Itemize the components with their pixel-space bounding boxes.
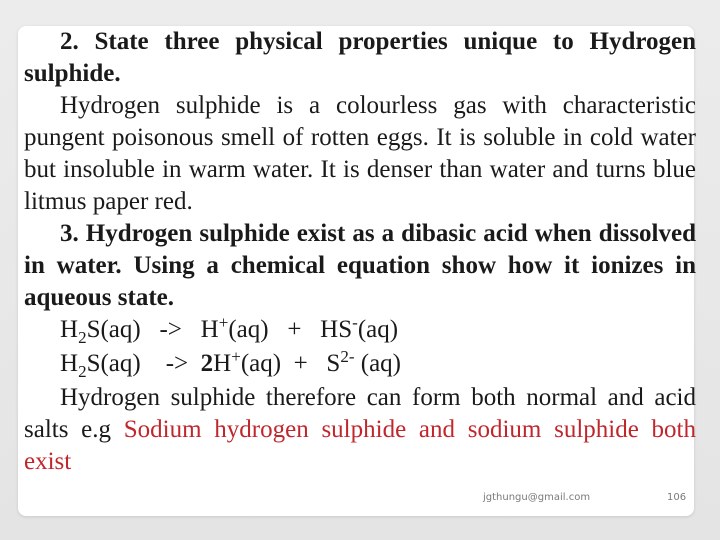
conclusion-highlight: Sodium hydrogen sulphide and sodium sulphide both exist — [24, 416, 696, 475]
eq1-product-1-state: (aq) — [228, 316, 269, 343]
eq1-plus: + — [287, 316, 302, 343]
page-number: 106 — [667, 492, 687, 503]
equation-2 — [24, 348, 696, 382]
eq2-arrow: -> — [165, 350, 189, 377]
slide-content — [24, 26, 696, 478]
eq2-product-1-state: (aq) — [240, 350, 282, 377]
eq2-lhs-subscript: 2 — [78, 361, 87, 381]
eq2-product-1-charge: + — [231, 346, 241, 366]
eq1-lhs-subscript: 2 — [78, 327, 87, 347]
eq2-product-2-state: (aq) — [360, 350, 401, 377]
eq1-product-2-charge: - — [352, 312, 358, 332]
eq2-lhs-h: H — [60, 350, 79, 377]
eq2-lhs-rest: S(aq) — [86, 350, 141, 377]
eq1-arrow: -> — [159, 316, 182, 343]
eq1-product-1-charge: + — [218, 312, 229, 332]
conclusion-text: Hydrogen sulphide therefore can form both normal and acid salts e.g — [24, 384, 696, 443]
eq2-plus: + — [293, 350, 308, 377]
answer-2: Hydrogen sulphide is a colourless gas with characteristic pungent poisonous smell of rotten eggs. It is soluble in cold water but insoluble in warm water. It is denser than water and turns blue litmus paper red. — [24, 92, 696, 215]
eq2-product-2: S — [326, 350, 341, 377]
question-2: 2. State three physical properties unique to Hydrogen sulphide. — [24, 28, 696, 87]
eq2-coefficient: 2 — [200, 350, 214, 377]
eq1-product-2: HS — [320, 316, 353, 343]
eq1-product-2-state: (aq) — [357, 316, 399, 343]
eq2-product-2-charge: 2- — [340, 346, 355, 366]
eq1-lhs-rest: S(aq) — [86, 316, 141, 343]
eq1-lhs-h: H — [60, 316, 79, 343]
conclusion — [24, 382, 696, 478]
eq1-product-1: H — [200, 316, 219, 343]
equation-1 — [24, 314, 696, 348]
question-3: 3. Hydrogen sulphide exist as a dibasic acid when dissolved in water. Using a chemical equation show how it ionizes in aqueous state. — [24, 220, 696, 311]
footer-email: jgthungu@gmail.com — [483, 492, 591, 503]
eq2-product-1: H — [213, 350, 232, 377]
